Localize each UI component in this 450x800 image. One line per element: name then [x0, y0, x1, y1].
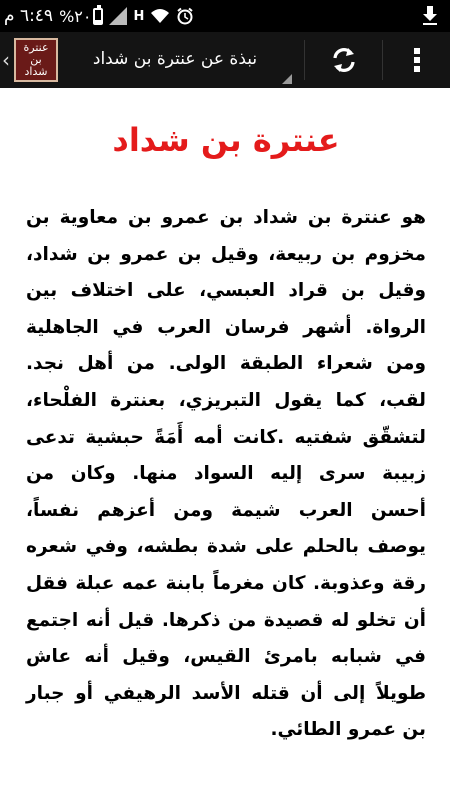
refresh-icon: [329, 45, 359, 75]
page-title[interactable]: نبذة عن عنترة بن شداد: [92, 49, 258, 69]
article-title: عنترة بن شداد: [112, 121, 340, 159]
status-time: ٦:٤٩ م: [4, 6, 54, 26]
download-icon: [420, 4, 440, 26]
signal-icon: [109, 7, 127, 25]
action-bar: [0, 32, 450, 88]
article-content[interactable]: [0, 88, 450, 800]
article-body: هو عنترة بن شداد بن عمرو بن معاوية بن مخزوم بن ربيعة، وقيل بن عمرو بن شداد، وقيل بن قراد العبسي، على اختلاف بين الرواة. أشهر فرسان العرب في الجاهلية ومن شعراء الطبقة الولى. من أهل نجد. لقب، كما يقول التبريزي، بعنترة الفلْحاء، لتشقّق شفتيه .كانت أمه أَمَةً حبشية تدعى زبيبة سرى إليه السواد منها. وكان من أحسن العرب شيمة ومن أعزهم نفساً، يوصف بالحلم على شدة بطشه، وفي شعره رقة وعذوبة. كان مغرماً بابنة عمه عبلة فقل أن تخلو له قصيدة من ذكرها. قيل أنه اجتمع في شبابه بامرئ القيس، وقيل أنه عاش طويلاً إلى أن قتله الأسد الرهيفي أو جبار بن عمرو الطائي.: [26, 207, 426, 741]
up-caret-icon[interactable]: ‹: [2, 48, 10, 72]
divider: [304, 40, 305, 80]
battery-indicator: [59, 7, 103, 26]
alarm-icon: [176, 7, 194, 25]
battery-icon: [93, 8, 103, 25]
refresh-button[interactable]: [312, 32, 376, 88]
divider: [382, 40, 383, 80]
app-logo[interactable]: [14, 38, 58, 82]
status-bar-left: [4, 4, 194, 28]
wifi-icon: [150, 7, 170, 25]
logo-line: عنترة: [23, 41, 49, 54]
battery-percent: %٢٠: [59, 6, 92, 26]
spinner-arrow-icon: [282, 74, 292, 84]
network-type: H: [133, 8, 145, 24]
overflow-menu-icon: [413, 47, 421, 73]
logo-line: بن: [30, 53, 42, 66]
overflow-menu-button[interactable]: [394, 32, 440, 88]
status-bar: [0, 0, 450, 32]
logo-line: شداد: [24, 65, 48, 78]
